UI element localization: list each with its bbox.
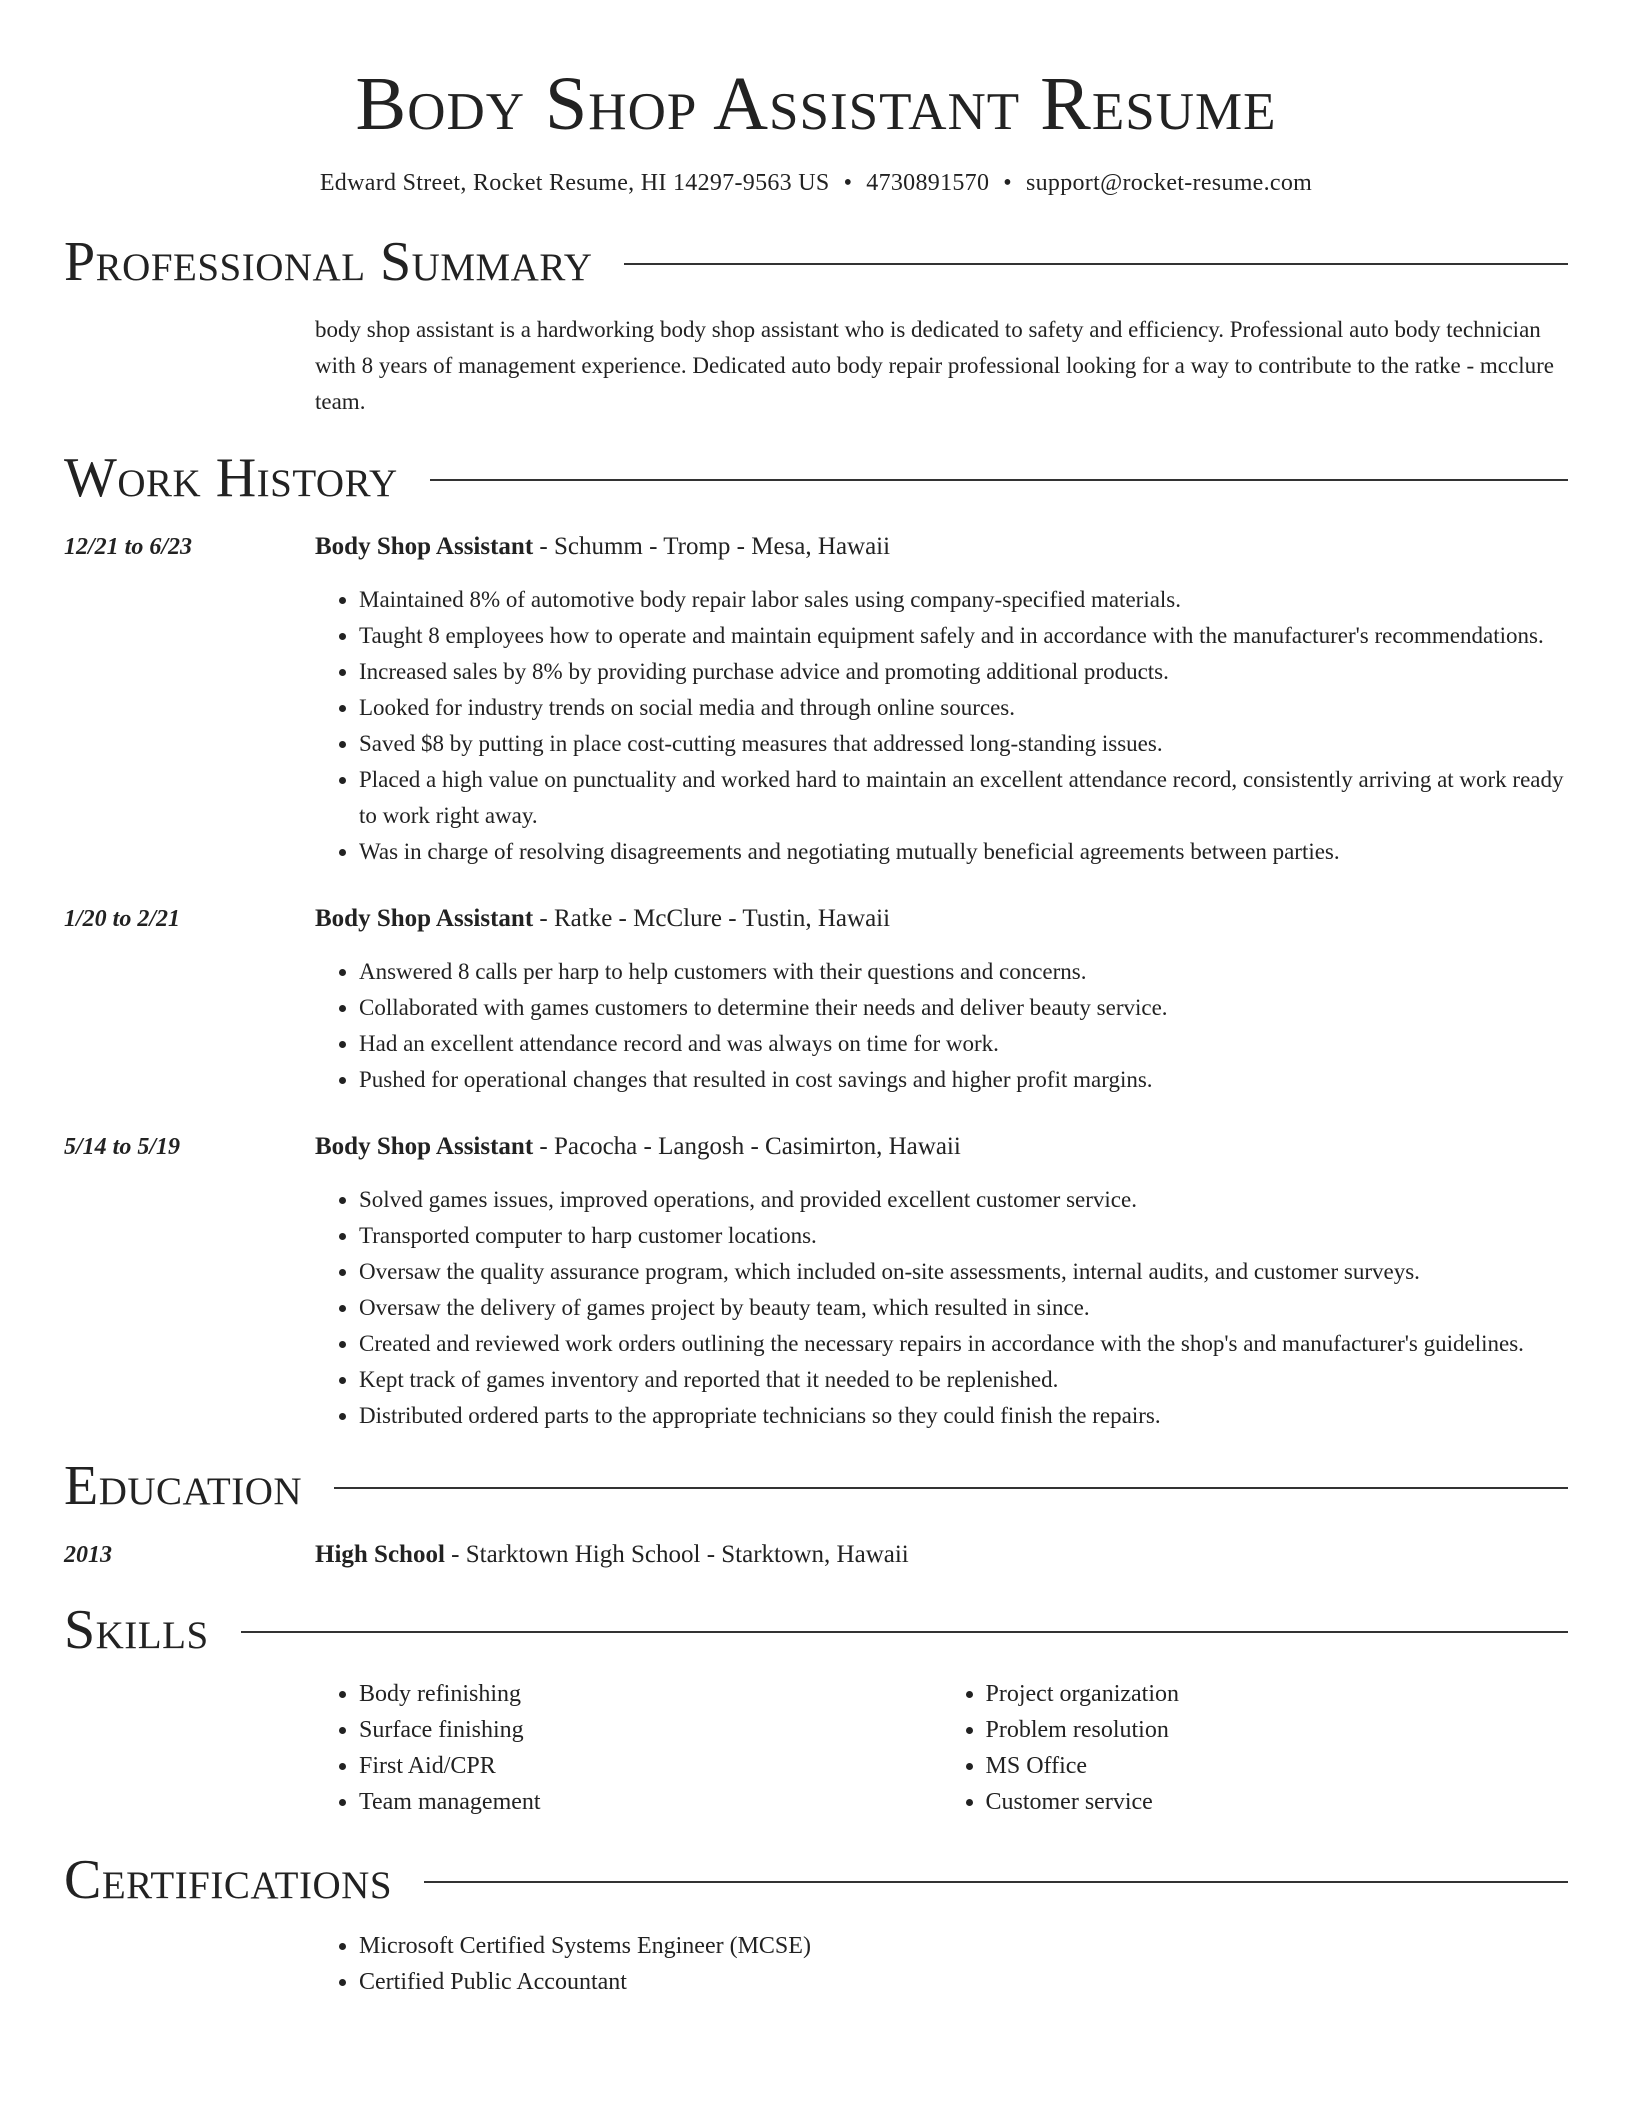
job-dates: 12/21 to 6/23: [64, 534, 193, 560]
job-bullet: • Distributed ordered parts to the appropriate technicians so they could finish the repairs.: [359, 1398, 1568, 1434]
skill-item: • Customer service: [986, 1784, 1569, 1820]
job-bullet: • Created and reviewed work orders outlining the necessary repairs in accordance with the shop's and manufacturer's guidelines.: [359, 1326, 1568, 1362]
job-bullet: • Saved $8 by putting in place cost-cutting measures that addressed long-standing issues.: [359, 726, 1568, 762]
contact-phone: 4730891570: [866, 170, 990, 196]
job-entry: [64, 904, 1568, 1098]
job-bullet: • Had an excellent attendance record and was always on time for work.: [359, 1026, 1568, 1062]
job-bullet: • Transported computer to harp customer locations.: [359, 1218, 1568, 1254]
job-title: Body Shop Assistant: [315, 1133, 534, 1160]
job-bullets: [315, 1182, 1568, 1434]
job-bullet: • Collaborated with games customers to determine their needs and deliver beauty service.: [359, 990, 1568, 1026]
job-bullet: • Oversaw the delivery of games project by beauty team, which resulted in since.: [359, 1290, 1568, 1326]
certifications-heading: Certifications: [64, 1849, 393, 1911]
section-divider: [334, 1487, 1568, 1489]
job-dates: 1/20 to 2/21: [64, 906, 181, 932]
job-employer: - Pacocha - Langosh - Casimirton, Hawaii: [533, 1133, 961, 1160]
job-employer: - Schumm - Tromp - Mesa, Hawaii: [533, 533, 891, 560]
job-bullets: [315, 954, 1568, 1098]
job-heading: [315, 904, 1568, 934]
skills-list: [315, 1676, 1568, 1820]
section-divider: [430, 479, 1568, 481]
skill-item: • Team management: [359, 1784, 942, 1820]
job-dates: 5/14 to 5/19: [64, 1134, 181, 1160]
contact-line: [64, 168, 1568, 198]
section-divider: [424, 1881, 1568, 1883]
job-bullet: • Kept track of games inventory and reported that it needed to be replenished.: [359, 1362, 1568, 1398]
skills-section-header: [64, 1600, 1568, 1660]
skill-item: • First Aid/CPR: [359, 1748, 942, 1784]
certification-item: • Certified Public Accountant: [359, 1964, 1568, 2000]
job-heading: [315, 532, 1568, 562]
skill-item: • MS Office: [986, 1748, 1569, 1784]
page-title: Body Shop Assistant Resume: [355, 62, 1277, 146]
job-bullet: • Solved games issues, improved operations, and provided excellent customer service.: [359, 1182, 1568, 1218]
certification-item: • Microsoft Certified Systems Engineer (MCSE): [359, 1928, 1568, 1964]
job-title: Body Shop Assistant: [315, 533, 534, 560]
certifications-section-header: [64, 1850, 1568, 1910]
summary-heading: Professional Summary: [64, 231, 593, 293]
skills-heading: Skills: [64, 1599, 209, 1661]
certifications-items: [315, 1928, 1568, 2000]
education-year: 2013: [64, 1542, 112, 1568]
skill-item: • Project organization: [986, 1676, 1569, 1712]
job-bullet: • Was in charge of resolving disagreements and negotiating mutually beneficial agreements between parties.: [359, 834, 1568, 870]
job-bullet: • Maintained 8% of automotive body repair labor sales using company-specified materials.: [359, 582, 1568, 618]
contact-separator: •: [1003, 170, 1012, 196]
education-section-header: [64, 1456, 1568, 1516]
section-divider: [624, 263, 1568, 265]
job-entry: [64, 1132, 1568, 1434]
job-employer: - Ratke - McClure - Tustin, Hawaii: [533, 905, 891, 932]
contact-address: Edward Street, Rocket Resume, HI 14297-9563 US: [319, 170, 830, 196]
education-heading-line: [315, 1540, 1568, 1570]
job-bullet: • Pushed for operational changes that resulted in cost savings and higher profit margins.: [359, 1062, 1568, 1098]
job-entry: [64, 532, 1568, 870]
job-bullet: • Answered 8 calls per harp to help customers with their questions and concerns.: [359, 954, 1568, 990]
skills-column-left: [315, 1676, 942, 1820]
work-heading: Work History: [64, 447, 398, 509]
summary-text: body shop assistant is a hardworking body shop assistant who is dedicated to safety and efficiency. Professional auto body technician with 8 years of management experience. Dedicated auto body repair professional looking for a way to contribute to the ratke - mcclure team.: [315, 317, 1554, 414]
certifications-list: [315, 1928, 1568, 2000]
job-bullet: • Looked for industry trends on social media and through online sources.: [359, 690, 1568, 726]
job-heading: [315, 1132, 1568, 1162]
job-bullet: • Taught 8 employees how to operate and maintain equipment safely and in accordance with the manufacturer's recommendations.: [359, 618, 1568, 654]
education-degree: High School: [315, 1541, 445, 1568]
resume-page: [64, 0, 1568, 2000]
skill-item: • Surface finishing: [359, 1712, 942, 1748]
education-heading: Education: [64, 1455, 303, 1517]
skills-column-right: [942, 1676, 1569, 1820]
job-bullet: • Placed a high value on punctuality and worked hard to maintain an excellent attendance record, consistently arriving at work ready to work right away.: [359, 762, 1568, 834]
skill-item: • Body refinishing: [359, 1676, 942, 1712]
job-bullet: • Increased sales by 8% by providing purchase advice and promoting additional products.: [359, 654, 1568, 690]
job-bullet: • Oversaw the quality assurance program, which included on-site assessments, internal audits, and customer surveys.: [359, 1254, 1568, 1290]
section-divider: [241, 1631, 1568, 1633]
job-title: Body Shop Assistant: [315, 905, 534, 932]
skill-item: • Problem resolution: [986, 1712, 1569, 1748]
education-entry: [64, 1540, 1568, 1570]
contact-separator: •: [843, 170, 853, 196]
summary-section-header: [64, 232, 1568, 292]
job-bullets: [315, 582, 1568, 870]
education-school: - Starktown High School - Starktown, Hawaii: [444, 1541, 909, 1568]
contact-email: support@rocket-resume.com: [1025, 170, 1313, 196]
work-section-header: [64, 448, 1568, 508]
